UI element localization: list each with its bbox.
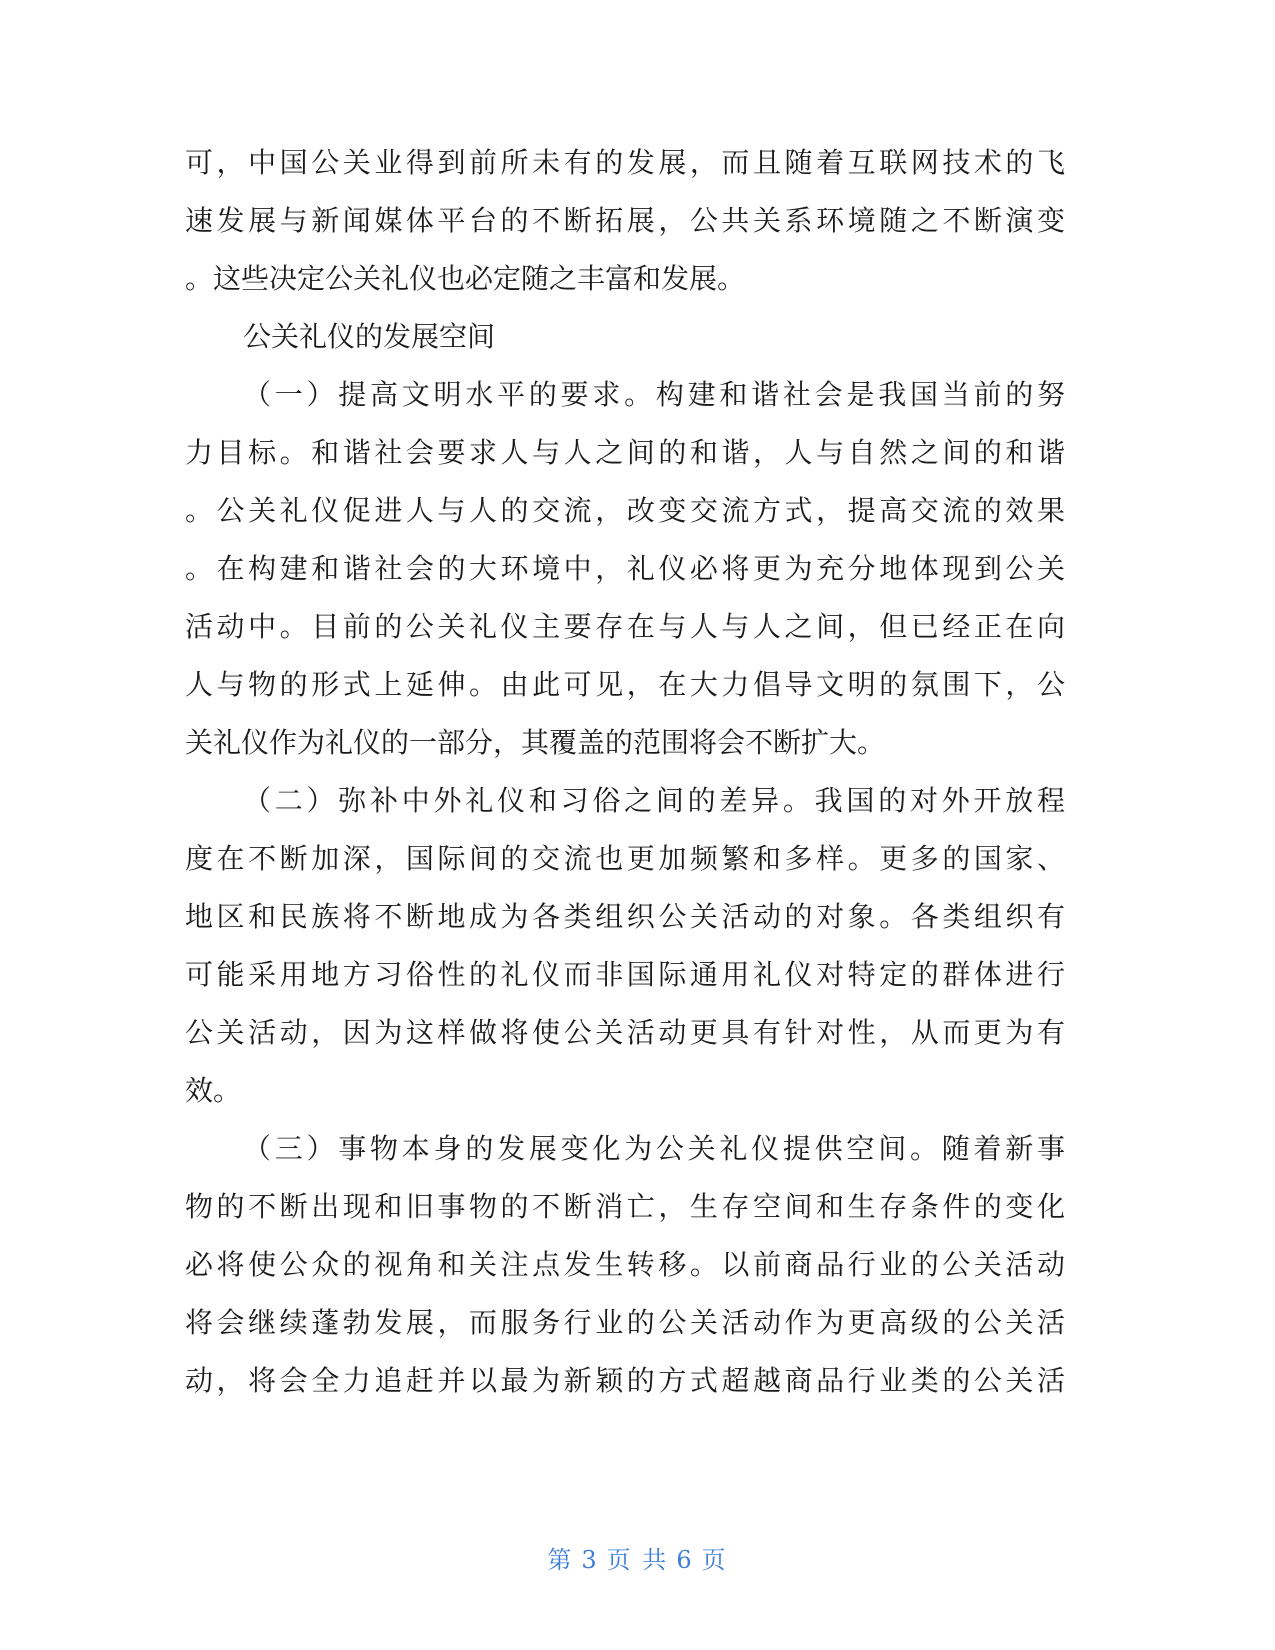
page-footer: [0, 1542, 1275, 1578]
text-line: 将会继续蓬勃发展，而服务行业的公关活动作为更高级的公关活: [185, 1306, 1065, 1339]
text-line: 。在构建和谐社会的大环境中，礼仪必将更为充分地体现到公关: [185, 552, 1065, 585]
text-line: 。这些决定公关礼仪也必定随之丰富和发展。: [185, 262, 746, 295]
text-line: 可能采用地方习俗性的礼仪而非国际通用礼仪对特定的群体进行: [185, 958, 1065, 991]
text-line: 必将使公众的视角和关注点发生转移。以前商品行业的公关活动: [185, 1248, 1065, 1281]
paragraph-start: （三）事物本身的发展变化为公关礼仪提供空间。随着新事: [243, 1132, 1065, 1165]
paragraph-start: （二）弥补中外礼仪和习俗之间的差异。我国的对外开放程: [243, 784, 1065, 817]
text-line: 人与物的形式上延伸。由此可见，在大力倡导文明的氛围下，公: [185, 668, 1065, 701]
text-line: 可，中国公关业得到前所未有的发展，而且随着互联网技术的飞: [185, 146, 1065, 179]
text-line: 地区和民族将不断地成为各类组织公关活动的对象。各类组织有: [185, 900, 1065, 933]
text-line: 速发展与新闻媒体平台的不断拓展，公共关系环境随之不断演变: [185, 204, 1065, 237]
text-line: 活动中。目前的公关礼仪主要存在与人与人之间，但已经正在向: [185, 610, 1065, 643]
text-line: 动，将会全力追赶并以最为新颖的方式超越商品行业类的公关活: [185, 1364, 1065, 1397]
paragraph-start: （一）提高文明水平的要求。构建和谐社会是我国当前的努: [243, 378, 1065, 411]
total-pages-number: 6: [676, 1546, 694, 1574]
text-line: 度在不断加深，国际间的交流也更加频繁和多样。更多的国家、: [185, 842, 1065, 875]
text-line: 力目标。和谐社会要求人与人之间的和谐，人与自然之间的和谐: [185, 436, 1065, 469]
footer-middle: 页 共: [606, 1546, 669, 1574]
footer-prefix: 第: [547, 1546, 574, 1574]
section-heading: 公关礼仪的发展空间: [243, 320, 496, 353]
current-page-number: 3: [581, 1546, 599, 1574]
text-line: 。公关礼仪促进人与人的交流，改变交流方式，提高交流的效果: [185, 494, 1065, 527]
text-line: 效。: [185, 1074, 242, 1107]
footer-suffix: 页: [701, 1546, 728, 1574]
text-line: 物的不断出现和旧事物的不断消亡，生存空间和生存条件的变化: [185, 1190, 1065, 1223]
text-line: 公关活动，因为这样做将使公关活动更具有针对性，从而更为有: [185, 1016, 1065, 1049]
text-line: 关礼仪作为礼仪的一部分，其覆盖的范围将会不断扩大。: [185, 726, 886, 759]
